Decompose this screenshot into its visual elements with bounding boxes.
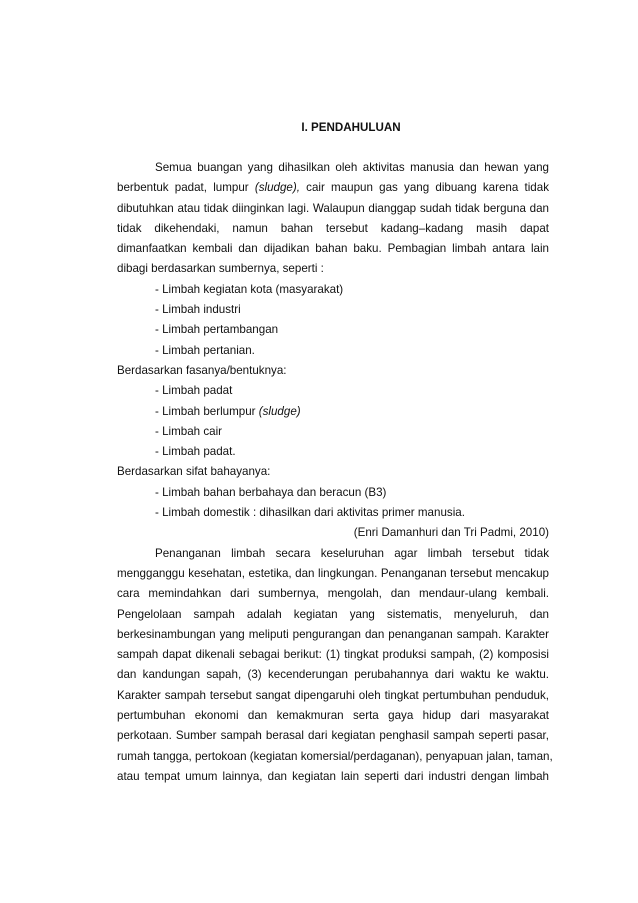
- paragraph-line: berkesinambungan yang meliputi pengurangan dan penanganan sampah. Karakter: [117, 627, 549, 641]
- paragraph-line: dibutuhkan atau tidak diinginkan lagi. Walaupun dianggap sudah tidak berguna dan: [117, 201, 549, 215]
- list-item: - Limbah kegiatan kota (masyarakat): [155, 282, 344, 296]
- list-item: - Limbah pertambangan: [155, 323, 279, 337]
- paragraph-intro: [117, 158, 549, 280]
- paragraph-line: dimanfaatkan kembali dan dijadikan bahan baku. Pembagian limbah antara lain: [117, 242, 549, 256]
- citation: (Enri Damanhuri dan Tri Padmi, 2010): [353, 526, 549, 540]
- list-item: - Limbah padat.: [155, 445, 236, 459]
- section-title: I. PENDAHULUAN: [301, 121, 401, 134]
- paragraph-line: cara memindahkan dari sumbernya, mengolah, dan mendaur-ulang kembali.: [117, 587, 549, 601]
- list-by-hazard: [117, 483, 549, 524]
- list-item: - Limbah pertanian.: [155, 343, 255, 357]
- list-item: - Limbah padat: [155, 384, 233, 398]
- paragraph-line: Karakter sampah tersebut sangat dipengaruhi oleh tingkat pertumbuhan penduduk,: [117, 688, 549, 702]
- document-page: [117, 118, 553, 787]
- paragraph-line: rumah tangga, pertokoan (kegiatan komersial/perdaganan), penyapuan jalan, taman,: [117, 749, 553, 763]
- list-item: - Limbah industri: [155, 303, 241, 317]
- paragraph-line: berbentuk padat, lumpur (sludge), cair maupun gas yang dibuang karena tidak: [117, 181, 549, 195]
- paragraph-line: mengganggu kesehatan, estetika, dan lingkungan. Penanganan tersebut mencakup: [117, 566, 549, 580]
- list-item: - Limbah berlumpur (sludge): [155, 404, 301, 418]
- paragraph-line: pertumbuhan ekonomi dan kemakmuran serta gaya hidup dari masyarakat: [117, 709, 549, 723]
- paragraph-line: sampah dapat dikenali sebagai berikut: (1) tingkat produksi sampah, (2) komposisi: [117, 648, 549, 662]
- paragraph-line: Semua buangan yang dihasilkan oleh aktivitas manusia dan hewan yang: [155, 161, 549, 174]
- paragraph-line: dibagi berdasarkan sumbernya, seperti :: [117, 262, 324, 276]
- list-by-source: [117, 280, 549, 361]
- list-by-phase: [117, 381, 549, 462]
- label-by-phase: Berdasarkan fasanya/bentuknya:: [117, 363, 287, 377]
- label-by-hazard: Berdasarkan sifat bahayanya:: [117, 465, 271, 479]
- list-item: - Limbah cair: [155, 424, 223, 438]
- paragraph-line: dan kandungan sapah, (3) kecenderungan perubahannya dari waktu ke waktu.: [117, 668, 549, 682]
- paragraph-handling: [117, 544, 553, 788]
- list-item: - Limbah domestik : dihasilkan dari aktivitas primer manusia.: [155, 506, 465, 520]
- paragraph-line: atau tempat umum lainnya, dan kegiatan lain seperti dari industri dengan limbah: [117, 769, 549, 783]
- paragraph-line: Penanganan limbah secara keseluruhan agar limbah tersebut tidak: [155, 546, 549, 560]
- paragraph-line: perkotaan. Sumber sampah berasal dari kegiatan penghasil sampah seperti pasar,: [117, 729, 549, 743]
- italic-term: (sludge),: [254, 181, 300, 195]
- list-item: - Limbah bahan berbahaya dan beracun (B3): [155, 485, 387, 499]
- paragraph-line: Pengelolaan sampah adalah kegiatan yang sistematis, menyeluruh, dan: [117, 607, 549, 621]
- italic-term: (sludge): [258, 404, 301, 418]
- paragraph-line: tidak dikehendaki, namun bahan tersebut kadang–kadang masih dapat: [117, 221, 549, 235]
